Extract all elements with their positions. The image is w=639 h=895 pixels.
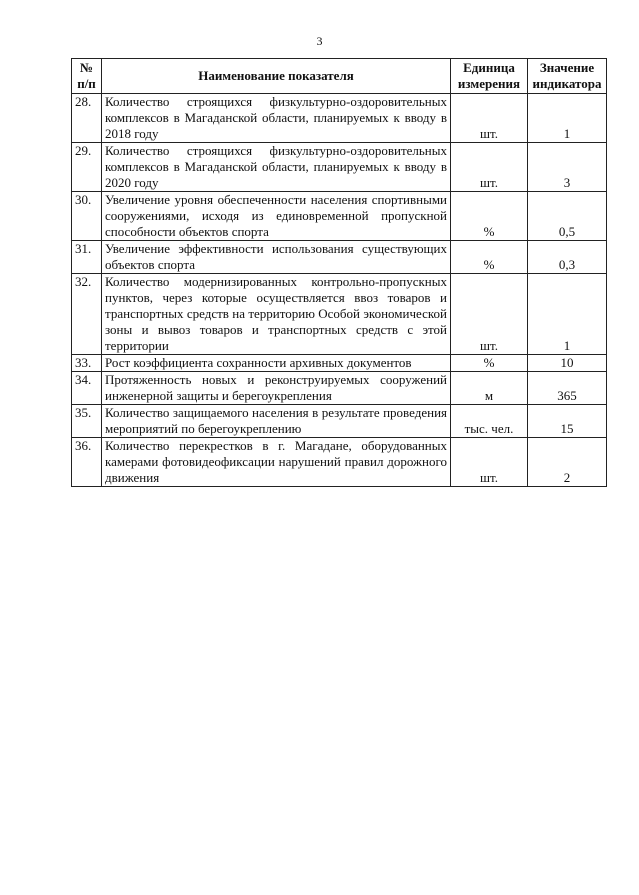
row-indicator-name: Увеличение эффективности использования существующих объектов спорта: [102, 241, 451, 274]
row-unit: тыс. чел.: [451, 405, 528, 438]
row-number: 33.: [72, 355, 102, 372]
row-value: 0,5: [528, 192, 607, 241]
row-unit: %: [451, 192, 528, 241]
row-indicator-name: Количество модернизированных контрольно-пропускных пунктов, через которые осуществляется ввоз товаров и транспортных средств на территорию Особой экономической зоны и вывоз товаров и транспортных средств с этой территории: [102, 274, 451, 355]
header-value: [528, 59, 607, 94]
row-number: 32.: [72, 274, 102, 355]
row-value: 1: [528, 274, 607, 355]
row-number: 36.: [72, 438, 102, 487]
row-indicator-name: Количество защищаемого населения в результате проведения мероприятий по берегоукреплению: [102, 405, 451, 438]
row-value: 365: [528, 372, 607, 405]
row-number: 29.: [72, 143, 102, 192]
row-unit: шт.: [451, 274, 528, 355]
row-unit: %: [451, 241, 528, 274]
header-number: [72, 59, 102, 94]
table-row: [72, 355, 607, 372]
row-indicator-name: Количество строящихся физкультурно-оздоровительных комплексов в Магаданской области, планируемых к вводу в 2018 году: [102, 94, 451, 143]
row-number: 35.: [72, 405, 102, 438]
header-unit: [451, 59, 528, 94]
row-unit: %: [451, 355, 528, 372]
header-indicator-name: Наименование показателя: [102, 59, 451, 94]
table-header-row: [72, 59, 607, 94]
table-row: [72, 372, 607, 405]
header-value-line2: индикатора: [532, 76, 602, 91]
table-row: [72, 143, 607, 192]
row-number: 30.: [72, 192, 102, 241]
row-indicator-name: Протяженность новых и реконструируемых сооружений инженерной защиты и берегоукрепления: [102, 372, 451, 405]
row-indicator-name: Рост коэффициента сохранности архивных документов: [102, 355, 451, 372]
row-value: 1: [528, 94, 607, 143]
header-value-line1: Значение: [539, 60, 595, 75]
table-row: [72, 405, 607, 438]
row-unit: шт.: [451, 94, 528, 143]
header-number-line1: №: [79, 60, 94, 75]
table-row: [72, 192, 607, 241]
header-unit-line1: Единица: [463, 60, 515, 75]
row-unit: шт.: [451, 438, 528, 487]
header-unit-line2: измерения: [457, 76, 521, 91]
row-value: 15: [528, 405, 607, 438]
row-number: 28.: [72, 94, 102, 143]
row-indicator-name: Количество перекрестков в г. Магадане, оборудованных камерами фотовидеофиксации нарушений правил дорожного движения: [102, 438, 451, 487]
row-indicator-name: Увеличение уровня обеспеченности населения спортивными сооружениями, исходя из единовременной пропускной способности объектов спорта: [102, 192, 451, 241]
indicators-table: [71, 58, 607, 487]
row-value: 10: [528, 355, 607, 372]
row-number: 31.: [72, 241, 102, 274]
table-row: [72, 274, 607, 355]
row-unit: м: [451, 372, 528, 405]
page-number: 3: [316, 34, 323, 48]
row-number: 34.: [72, 372, 102, 405]
header-number-line2: п/п: [77, 76, 96, 91]
row-indicator-name: Количество строящихся физкультурно-оздоровительных комплексов в Магаданской области, планируемых к вводу в 2020 году: [102, 143, 451, 192]
row-value: 3: [528, 143, 607, 192]
row-unit: шт.: [451, 143, 528, 192]
table-row: [72, 241, 607, 274]
table-row: [72, 94, 607, 143]
row-value: 2: [528, 438, 607, 487]
table-row: [72, 438, 607, 487]
row-value: 0,3: [528, 241, 607, 274]
